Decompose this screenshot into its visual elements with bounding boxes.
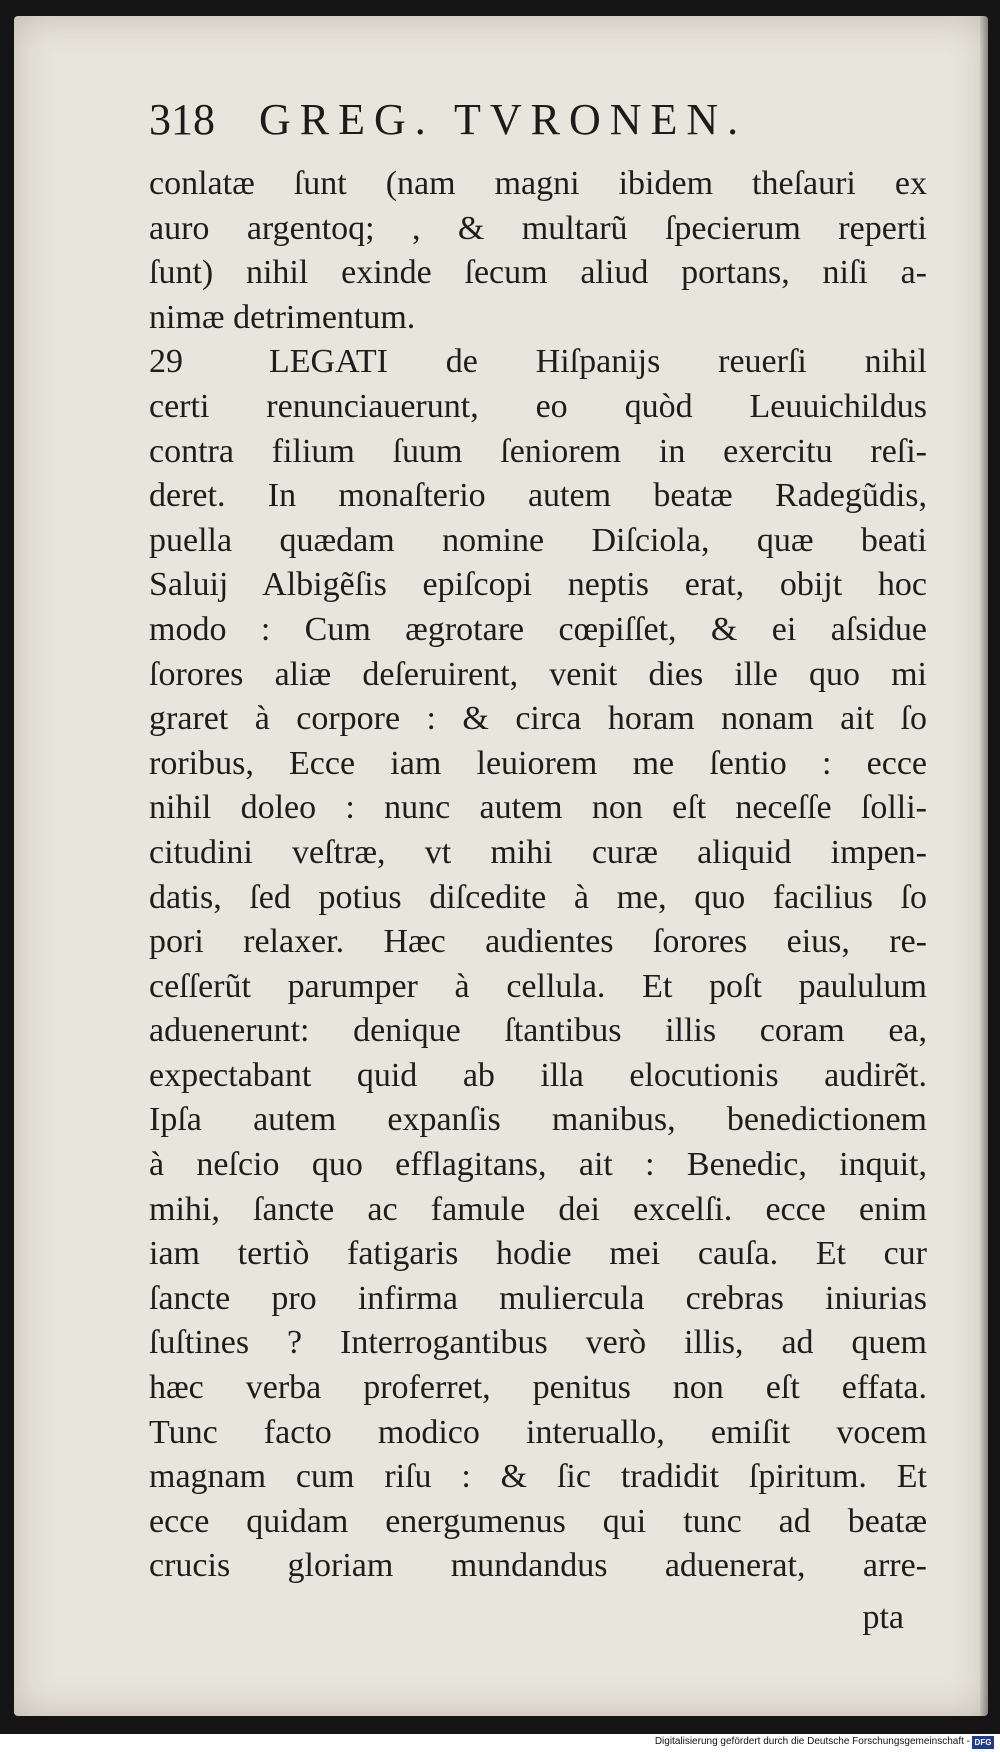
text-line: conlatæ ſunt (nam magni ibidem theſauri ex [149, 165, 927, 202]
text-line: aduenerunt: denique ſtantibus illis coram ea, [149, 1012, 927, 1050]
text-line: hæc verba proferret, penitus non eſt effata. [149, 1369, 927, 1407]
page-edge-shadow [980, 16, 988, 1716]
text-line: à neſcio quo efflagitans, ait : Benedic, inquit, [149, 1146, 927, 1184]
text-line: Tunc facto modico interuallo, emiſit vocem [149, 1413, 927, 1451]
text-line: Ipſa autem expanſis manibus, benedictionem [149, 1101, 927, 1139]
text-line: roribus, Ecce iam leuiorem me ſentio : ecce [149, 744, 927, 782]
text-line: datis, ſed potius diſcedite à me, quo facilius ſo [149, 878, 927, 916]
text-line: iam tertiò fatigaris hodie mei cauſa. Et cur [149, 1235, 927, 1273]
text-line: auro argentoq; , & multarũ ſpecierum reperti [149, 209, 927, 247]
text-line: ſuſtines ? Interrogantibus verò illis, ad quem [149, 1324, 927, 1362]
text-line: ſorores aliæ deſeruirent, venit dies ille quo mi [149, 655, 927, 693]
text-line: certi renunciauerunt, eo quòd Leuuichildus [149, 387, 927, 425]
text-line: ſunt) nihil exinde ſecum aliud portans, niſi a- [149, 254, 927, 292]
dfg-logo: DFG [972, 1736, 994, 1749]
text-line: ſancte pro infirma muliercula crebras iniurias [149, 1279, 927, 1317]
chapter-number: 29 [149, 343, 183, 381]
chapter-first-line: LEGATI de Hiſpanijs reuerſi nihil [269, 343, 927, 381]
catchword: pta [862, 1599, 904, 1636]
book-page [14, 16, 988, 1716]
text-line: modo : Cum ægrotare cœpiſſet, & ei aſsidue [149, 610, 927, 648]
text-line: crucis gloriam mundandus aduenerat, arre- [149, 1547, 927, 1585]
text-line: puella quædam nomine Diſciola, quæ beati [149, 521, 927, 559]
text-line: contra filium ſuum ſeniorem in exercitu reſi- [149, 432, 927, 470]
page-number: 318 [149, 95, 215, 144]
text-line: citudini veſtræ, vt mihi curæ aliquid impen- [149, 833, 927, 871]
text-line: deret. In monaſterio autem beatæ Radegũdis, [149, 477, 927, 515]
text-line: mihi, ſancte ac famule dei excelſi. ecce enim [149, 1190, 927, 1228]
body-text [149, 162, 927, 1589]
text-line: ecce quidam energumenus qui tunc ad beatæ [149, 1502, 927, 1540]
text-line: magnam cum riſu : & ſic tradidit ſpiritum. Et [149, 1458, 927, 1496]
text-line: ceſſerũt parumper à cellula. Et poſt paululum [149, 967, 927, 1005]
text-line: graret à corpore : & circa horam nonam ait ſo [149, 700, 927, 738]
page-header [149, 94, 747, 154]
running-head: GREG. TVRONEN. [259, 95, 748, 144]
text-line: expectabant quid ab illa elocutionis audirẽt. [149, 1056, 927, 1094]
chapter-heading-line [149, 340, 927, 385]
text-line: nimæ detrimentum. [149, 298, 416, 336]
text-line: nihil doleo : nunc autem non eſt neceſſe ſolli- [149, 789, 927, 827]
digitization-credit: Digitalisierung gefördert durch die Deutsche Forschungsgemeinschaft - [654, 1736, 970, 1747]
text-line: pori relaxer. Hæc audientes ſorores eius, re- [149, 923, 927, 961]
text-line: Saluij Albigẽſis epiſcopi neptis erat, obijt hoc [149, 566, 927, 604]
